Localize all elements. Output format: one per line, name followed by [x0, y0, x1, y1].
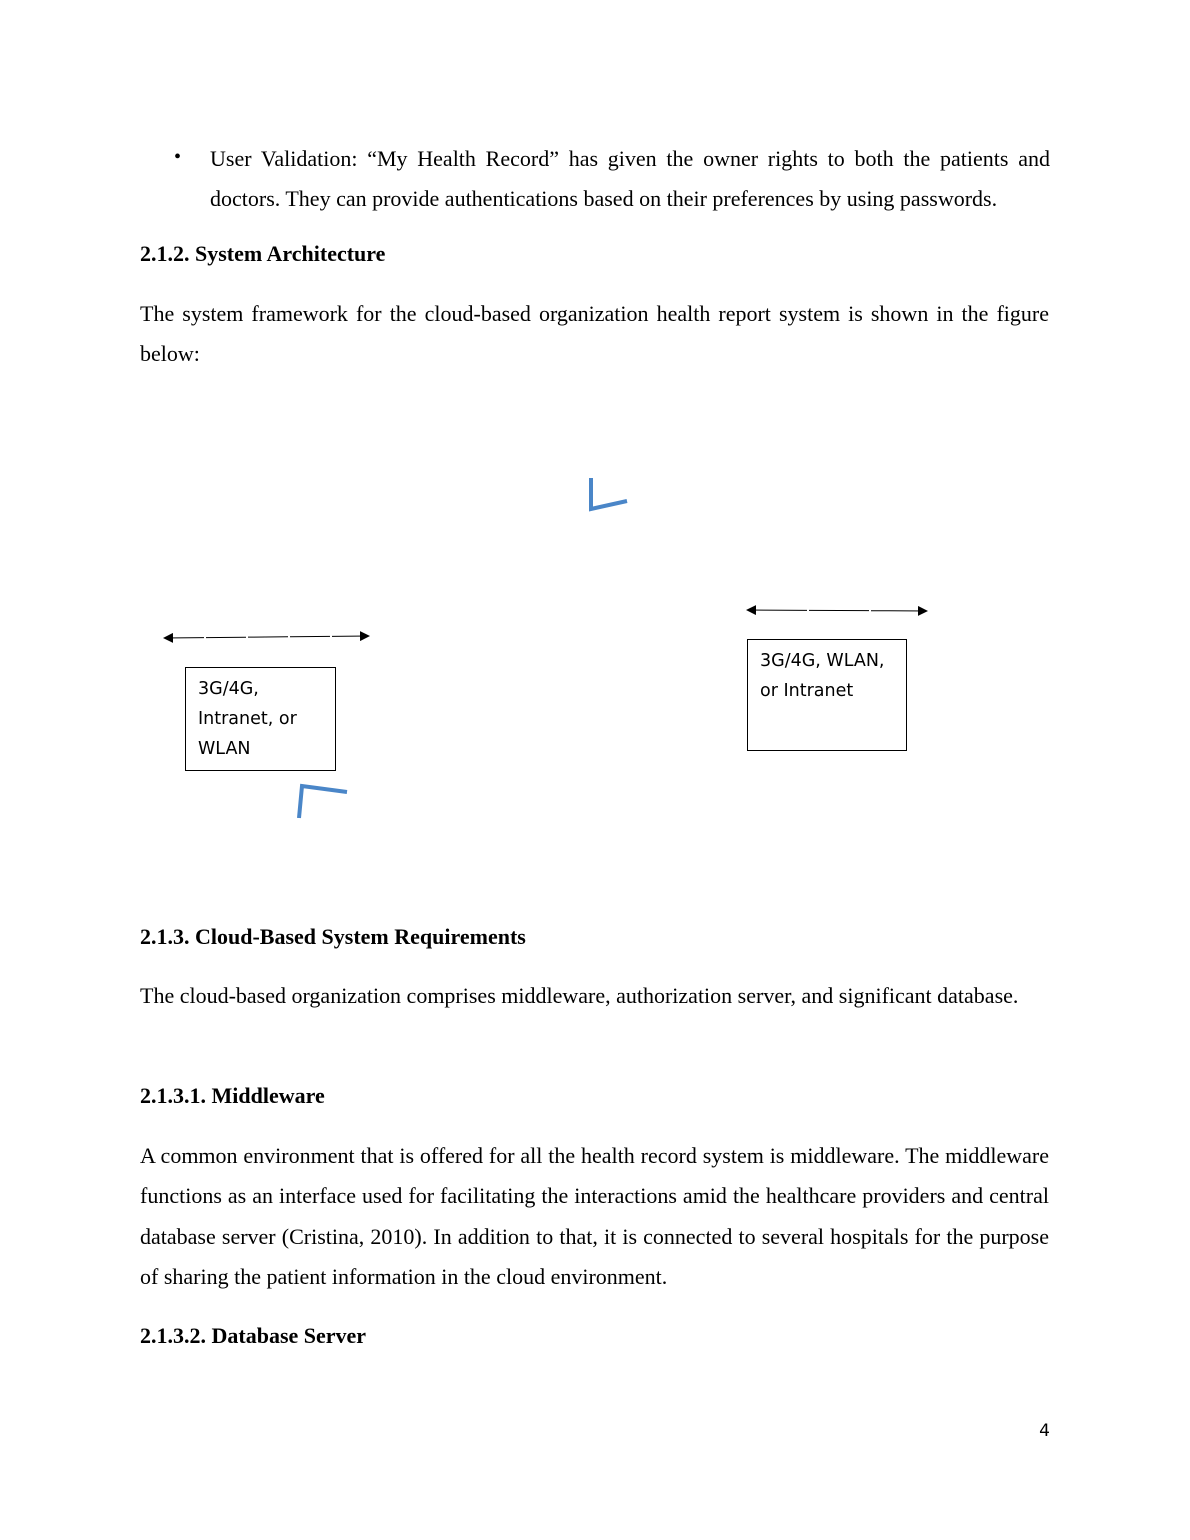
network-box-left-line-2: Intranet, or [198, 709, 297, 729]
network-box-left-line-3: WLAN [198, 739, 251, 759]
bullet-text: User Validation: “My Health Record” has given the owner rights to both the patients and doctors. They can provide authentications based on their preferences by using passwords. [210, 146, 1050, 211]
connector-corner-bottom [299, 786, 347, 818]
double-arrow-left [164, 636, 369, 638]
network-box-left-line-1: 3G/4G, [198, 679, 259, 699]
section-heading-database-server: 2.1.3.2. Database Server [140, 1323, 367, 1348]
network-box-right-line-1: 3G/4G, WLAN, [760, 651, 885, 671]
network-box-right-line-2: or Intranet [760, 681, 854, 701]
double-arrow-right [747, 610, 927, 611]
bullet-list-item [174, 139, 1050, 219]
section-heading-middleware: 2.1.3.1. Middleware [140, 1083, 325, 1108]
section-heading-cloud-requirements: 2.1.3. Cloud-Based System Requirements [140, 924, 526, 949]
page-number: 4 [1039, 1421, 1050, 1441]
network-box-left [185, 667, 336, 771]
section-heading-system-architecture: 2.1.2. System Architecture [140, 241, 386, 266]
network-box-right [747, 639, 907, 751]
paragraph-middleware: A common environment that is offered for all the health record system is middleware. The middleware functions as an interface used for facilitating the interactions amid the healthcare providers and central database server (Cristina, 2010). In addition to that, it is connected to several hospitals for the purpose of sharing the patient information in the cloud environment. [140, 1143, 1049, 1289]
paragraph-cloud-requirements: The cloud-based organization comprises middleware, authorization server, and significant database. [140, 983, 1019, 1008]
paragraph-system-framework: The system framework for the cloud-based organization health report system is shown in the figure below: [140, 301, 1049, 367]
connector-corner-top [591, 478, 627, 509]
bullet-icon: • [174, 146, 182, 168]
